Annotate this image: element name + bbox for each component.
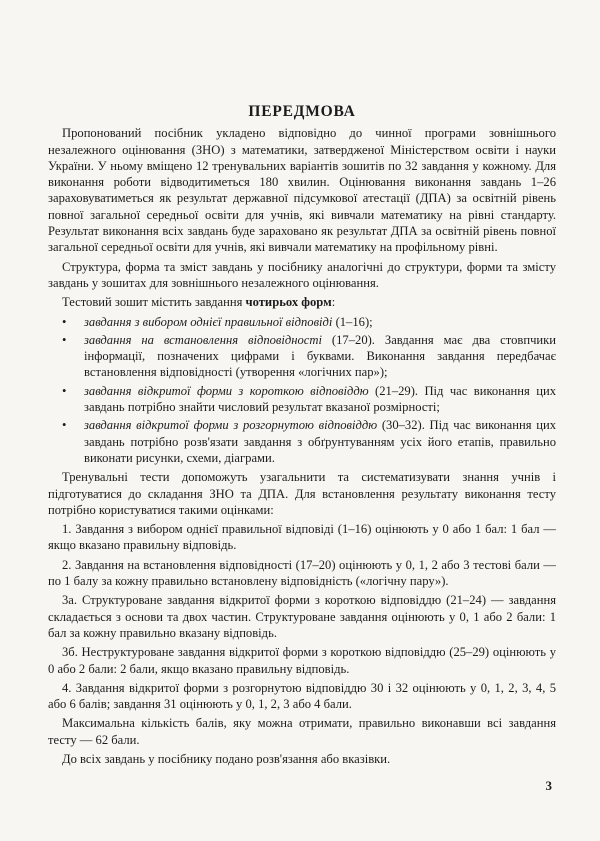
forms-bold: чотирьох форм bbox=[245, 295, 332, 310]
list-item-text: (1–16); bbox=[332, 314, 373, 329]
list-item bbox=[48, 383, 556, 416]
structure-paragraph: Структура, форма та зміст завдань у посібнику аналогічні до структури, форми та змісту завдань у зошитах для зовнішнього незалежного оцінювання. bbox=[48, 259, 556, 290]
list-item-text: (21–29). Під час виконання цих завдань потрібно знайти числовий результат вказаної розмірності; bbox=[84, 383, 556, 415]
list-item-term: завдання з вибором однієї правильної відповіді bbox=[84, 314, 333, 329]
max-score-paragraph: Максимальна кількість балів, яку можна отримати, правильно виконавши всі завдання тесту — 62 бали. bbox=[48, 716, 556, 747]
page-content bbox=[48, 104, 556, 770]
bullet-icon: • bbox=[62, 332, 67, 347]
forms-suffix: : bbox=[331, 295, 336, 310]
list-item-term: завдання відкритої форми з розгорнутою відповіддю bbox=[84, 418, 378, 433]
task-forms-list bbox=[48, 314, 556, 467]
page-number: 3 bbox=[545, 778, 552, 793]
list-item bbox=[48, 417, 556, 466]
scoring-item-3b: 3б. Неструктуроване завдання відкритої форми з короткою відповіддю (25–29) оцінюють у 0 або 2 бали: 2 бали, якщо вказано правильну відповідь. bbox=[48, 645, 556, 676]
intro-paragraph: Пропонований посібник укладено відповідно до чинної програми зовнішнього незалежного оцінювання (ЗНО) з математики, затвердженої Міністерством освіти і науки України. У ньому вміщено 12 тренувальних варіантів зошитів по 32 завдання у кожному. Для виконання роботи відводитиметься 180 хвилин. Оцінювання виконання завдань 1–26 зараховуватиметься як результат державної підсумкової атестації (ДПА) за освітній рівень повної загальної середньої освіти для учнів, які вивчали математику на рівні стандарту. Результат виконання всіх завдань буде зараховано як результат ДПА за освітній рівень повної загальної середньої освіти для учнів, які вивчали математику на профільному рівні. bbox=[48, 126, 556, 255]
solutions-paragraph: До всіх завдань у посібнику подано розв'язання або вказівки. bbox=[62, 751, 391, 766]
list-item-text: (17–20). Завдання має два стовпчики інформації, позначених цифрами і буквами. Виконання завдання передбачає встановлення відповідності (утворення «логічних пар»); bbox=[84, 332, 556, 380]
scoring-item-3a: 3а. Структуроване завдання відкритої форми з короткою відповіддю (21–24) — завдання складається з основи та двох частин. Структуроване завдання оцінюють у 0, 1 або 2 бали: 1 бал за кожну правильно вказану відповідь. bbox=[48, 593, 556, 640]
page-title: ПЕРЕДМОВА bbox=[248, 103, 356, 120]
training-paragraph: Тренувальні тести допоможуть узагальнити та систематизувати знання учнів і підготуватися до складання ЗНО та ДПА. Для встановлення результату виконання тесту потрібно користуватися такими оцінками: bbox=[48, 470, 556, 517]
list-item bbox=[48, 314, 556, 330]
list-item bbox=[48, 332, 556, 381]
list-item-term: завдання на встановлення відповідності bbox=[84, 332, 322, 347]
list-item-text: (30–32). Під час виконання цих завдань потрібно розв'язати завдання з обґрунтуванням усіх його етапів, правильно виконати рисунки, схеми, діаграми. bbox=[84, 418, 556, 465]
list-item-term: завдання відкритої форми з короткою відповіддю bbox=[84, 383, 369, 398]
forms-prefix: Тестовий зошит містить завдання bbox=[62, 295, 246, 310]
scoring-item-4: 4. Завдання відкритої форми з розгорнутою відповіддю 30 і 32 оцінюють у 0, 1, 2, 3, 4, 5 або 6 балів; завдання 31 оцінюють у 0, 1, 2, 3 або 4 бали. bbox=[48, 680, 556, 712]
scoring-item-2: 2. Завдання на встановлення відповідності (17–20) оцінюють у 0, 1, 2 або 3 тестові бали — по 1 балу за кожну правильно встановлену відповідність («логічну пару»). bbox=[48, 557, 556, 589]
bullet-icon: • bbox=[62, 418, 67, 433]
bullet-icon: • bbox=[62, 314, 67, 329]
scoring-item-1: 1. Завдання з вибором однієї правильної відповіді (1–16) оцінюють у 0 або 1 бал: 1 бал — якщо вказано правильну відповідь. bbox=[48, 522, 556, 553]
forms-paragraph bbox=[48, 294, 556, 310]
bullet-icon: • bbox=[62, 383, 67, 398]
